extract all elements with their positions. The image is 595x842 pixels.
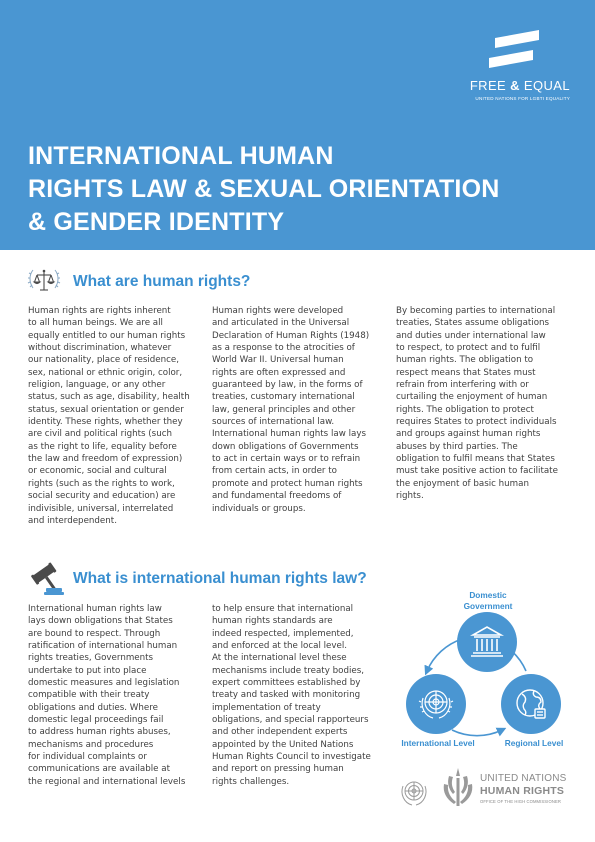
text-line: ratification of international human [28,641,178,652]
text-line: human rights. The obligation to [396,355,534,366]
section1-column-1 [28,305,190,527]
text-line: and interdependent. [28,515,117,526]
text-line: communications are available at [28,764,170,775]
text-line: sources of international law. [212,417,335,428]
text-line: Human rights are rights inherent [28,306,171,316]
text-line: from certain acts, in order to [212,466,337,477]
text-line: rights. [396,491,424,502]
text-line: and groups against human rights [396,429,541,440]
section-heading-human-rights-law: What is international human rights law? [73,570,367,587]
page-title [28,140,568,239]
text-line: or economic, social and cultural [28,466,167,477]
text-line: are bound to respect. Through [28,628,161,639]
text-line: Human Rights Council to investigate [212,752,371,763]
text-line: to help ensure that international [212,604,354,614]
text-line: obligations and duties. Where [28,702,158,713]
text-line: treaties, customary international [212,392,355,403]
globe-icon [501,674,561,734]
header-banner [0,0,595,250]
title-line-3: & GENDER IDENTITY [28,208,285,236]
text-line: Human rights were developed [212,306,344,316]
text-line: appointed by the United Nations [212,739,354,750]
logo-tagline: UNITED NATIONS FOR LGBTI EQUALITY [475,96,570,101]
section-heading-human-rights: What are human rights? [73,273,251,290]
text-line: guaranteed by law, in the forms of [212,380,363,391]
text-line: and other independent experts [212,727,348,738]
label-domestic-government: Domestic Government [463,590,513,611]
section1-column-3 [396,305,558,503]
text-line: abuses by third parties. The [396,441,518,452]
text-line: requires States to protect individuals [396,417,557,428]
title-line-1: INTERNATIONAL HUMAN [28,142,334,170]
text-line: treaty and tasked with monitoring [212,690,361,701]
human-rights-levels-diagram [390,585,575,760]
un-wordmark-line-2: HUMAN RIGHTS [480,785,565,797]
text-line: to address human rights abuses, [28,727,171,738]
text-line: mechanisms include treaty bodies, [212,665,365,676]
text-line: as the right to life, equality before [28,441,177,452]
text-line: expert committees established by [212,678,361,689]
text-line: compatible with their treaty [28,690,150,701]
text-line: indivisible, universal, interrelated [28,503,174,514]
text-line: sex, national or ethnic origin, color, [28,367,183,378]
text-line: domestic legal proceedings fail [28,715,164,726]
text-line: and enforced at the local level. [212,641,348,652]
text-line: the regional and international levels [28,776,186,787]
scales-of-justice-icon [27,264,61,298]
text-line: and fundamental freedoms of [212,491,342,502]
text-line: lays down obligations that States [28,616,173,627]
text-line: individuals or groups. [212,503,306,514]
text-line: treaties, States assume obligations [396,318,550,329]
section2-column-2 [212,603,371,788]
text-line: to all human beings. We are all [28,318,163,329]
un-emblem-icon [406,674,466,734]
text-line: law, general principles and other [212,404,356,415]
text-line: mechanisms and procedures [28,739,154,750]
text-line: and articulated in the Universal [212,318,350,329]
text-line: status, such as age, disability, health [28,392,190,403]
title-line-2: RIGHTS LAW & SEXUAL ORIENTATION [28,175,500,203]
text-line: status, sexual orientation or gender [28,404,184,415]
text-line: International human rights law lays [212,429,366,440]
text-line: rights are often expressed and [212,367,346,378]
text-line: obligation to fulfil means that States [396,454,555,465]
label-international-level: International Level [401,738,475,748]
text-line: refrain from interfering with or [396,380,529,391]
section2-column-1 [28,603,185,788]
un-wordmark-line-3: OFFICE OF THE HIGH COMMISSIONER [480,799,561,804]
text-line: implementation of treaty [212,702,321,713]
ohchr-hands-logo [440,766,476,810]
text-line: the enjoyment of basic human [396,478,529,489]
text-line: Declaration of Human Rights (1948) [212,330,370,341]
text-line: World War II. Universal human [212,355,344,366]
text-line: By becoming parties to international [396,306,556,316]
un-wordmark-line-1: UNITED NATIONS [480,773,567,784]
ohchr-wordmark [480,773,567,806]
text-line: human rights standards are [212,616,333,627]
text-line: curtailing the enjoyment of human [396,392,548,403]
text-line: domestic measures and legislation [28,678,180,689]
text-line: equally entitled to our human rights [28,330,186,341]
text-line: and report on pressing human [212,764,344,775]
government-building-icon [457,612,517,672]
logo-wordmark: FREE & EQUAL [469,78,570,93]
text-line: indeed respected, implemented, [212,628,354,639]
text-line: respect means that States must [396,367,536,378]
text-line: the law and freedom of expression) [28,454,183,465]
text-line: rights treaties, Governments [28,653,154,664]
text-line: without discrimination, whatever [28,343,172,354]
section1-column-2 [212,305,369,515]
text-line: rights. The obligation to protect [396,404,534,415]
text-line: rights (such as the rights to work, [28,478,175,489]
un-emblem-logo [398,776,430,808]
text-line: to respect, to protect and to fulfil [396,343,541,354]
text-line: as a response to the atrocities of [212,343,355,354]
text-line: promote and protect human rights [212,478,363,489]
text-line: to act in certain ways or to refrain [212,454,361,465]
text-line: down obligations of Governments [212,441,359,452]
text-line: must take positive action to facilitate [396,466,558,477]
free-equal-bars-icon [489,30,539,72]
text-line: our nationality, place of residence, [28,355,180,366]
text-line: International human rights law [28,604,162,614]
text-line: At the international level these [212,653,347,664]
text-line: and duties under international law [396,330,546,341]
text-line: for individual complaints or [28,752,147,763]
text-line: undertake to put into place [28,665,147,676]
text-line: obligations, and special rapporteurs [212,715,369,726]
free-and-equal-logo [454,30,570,110]
text-line: are civil and political rights (such [28,429,172,440]
text-line: social security and education) are [28,491,176,502]
gavel-icon [28,562,64,596]
text-line: rights challenges. [212,776,290,787]
label-regional-level: Regional Level [504,738,564,748]
text-line: identity. These rights, whether they [28,417,183,428]
text-line: religion, language, or any other [28,380,166,391]
